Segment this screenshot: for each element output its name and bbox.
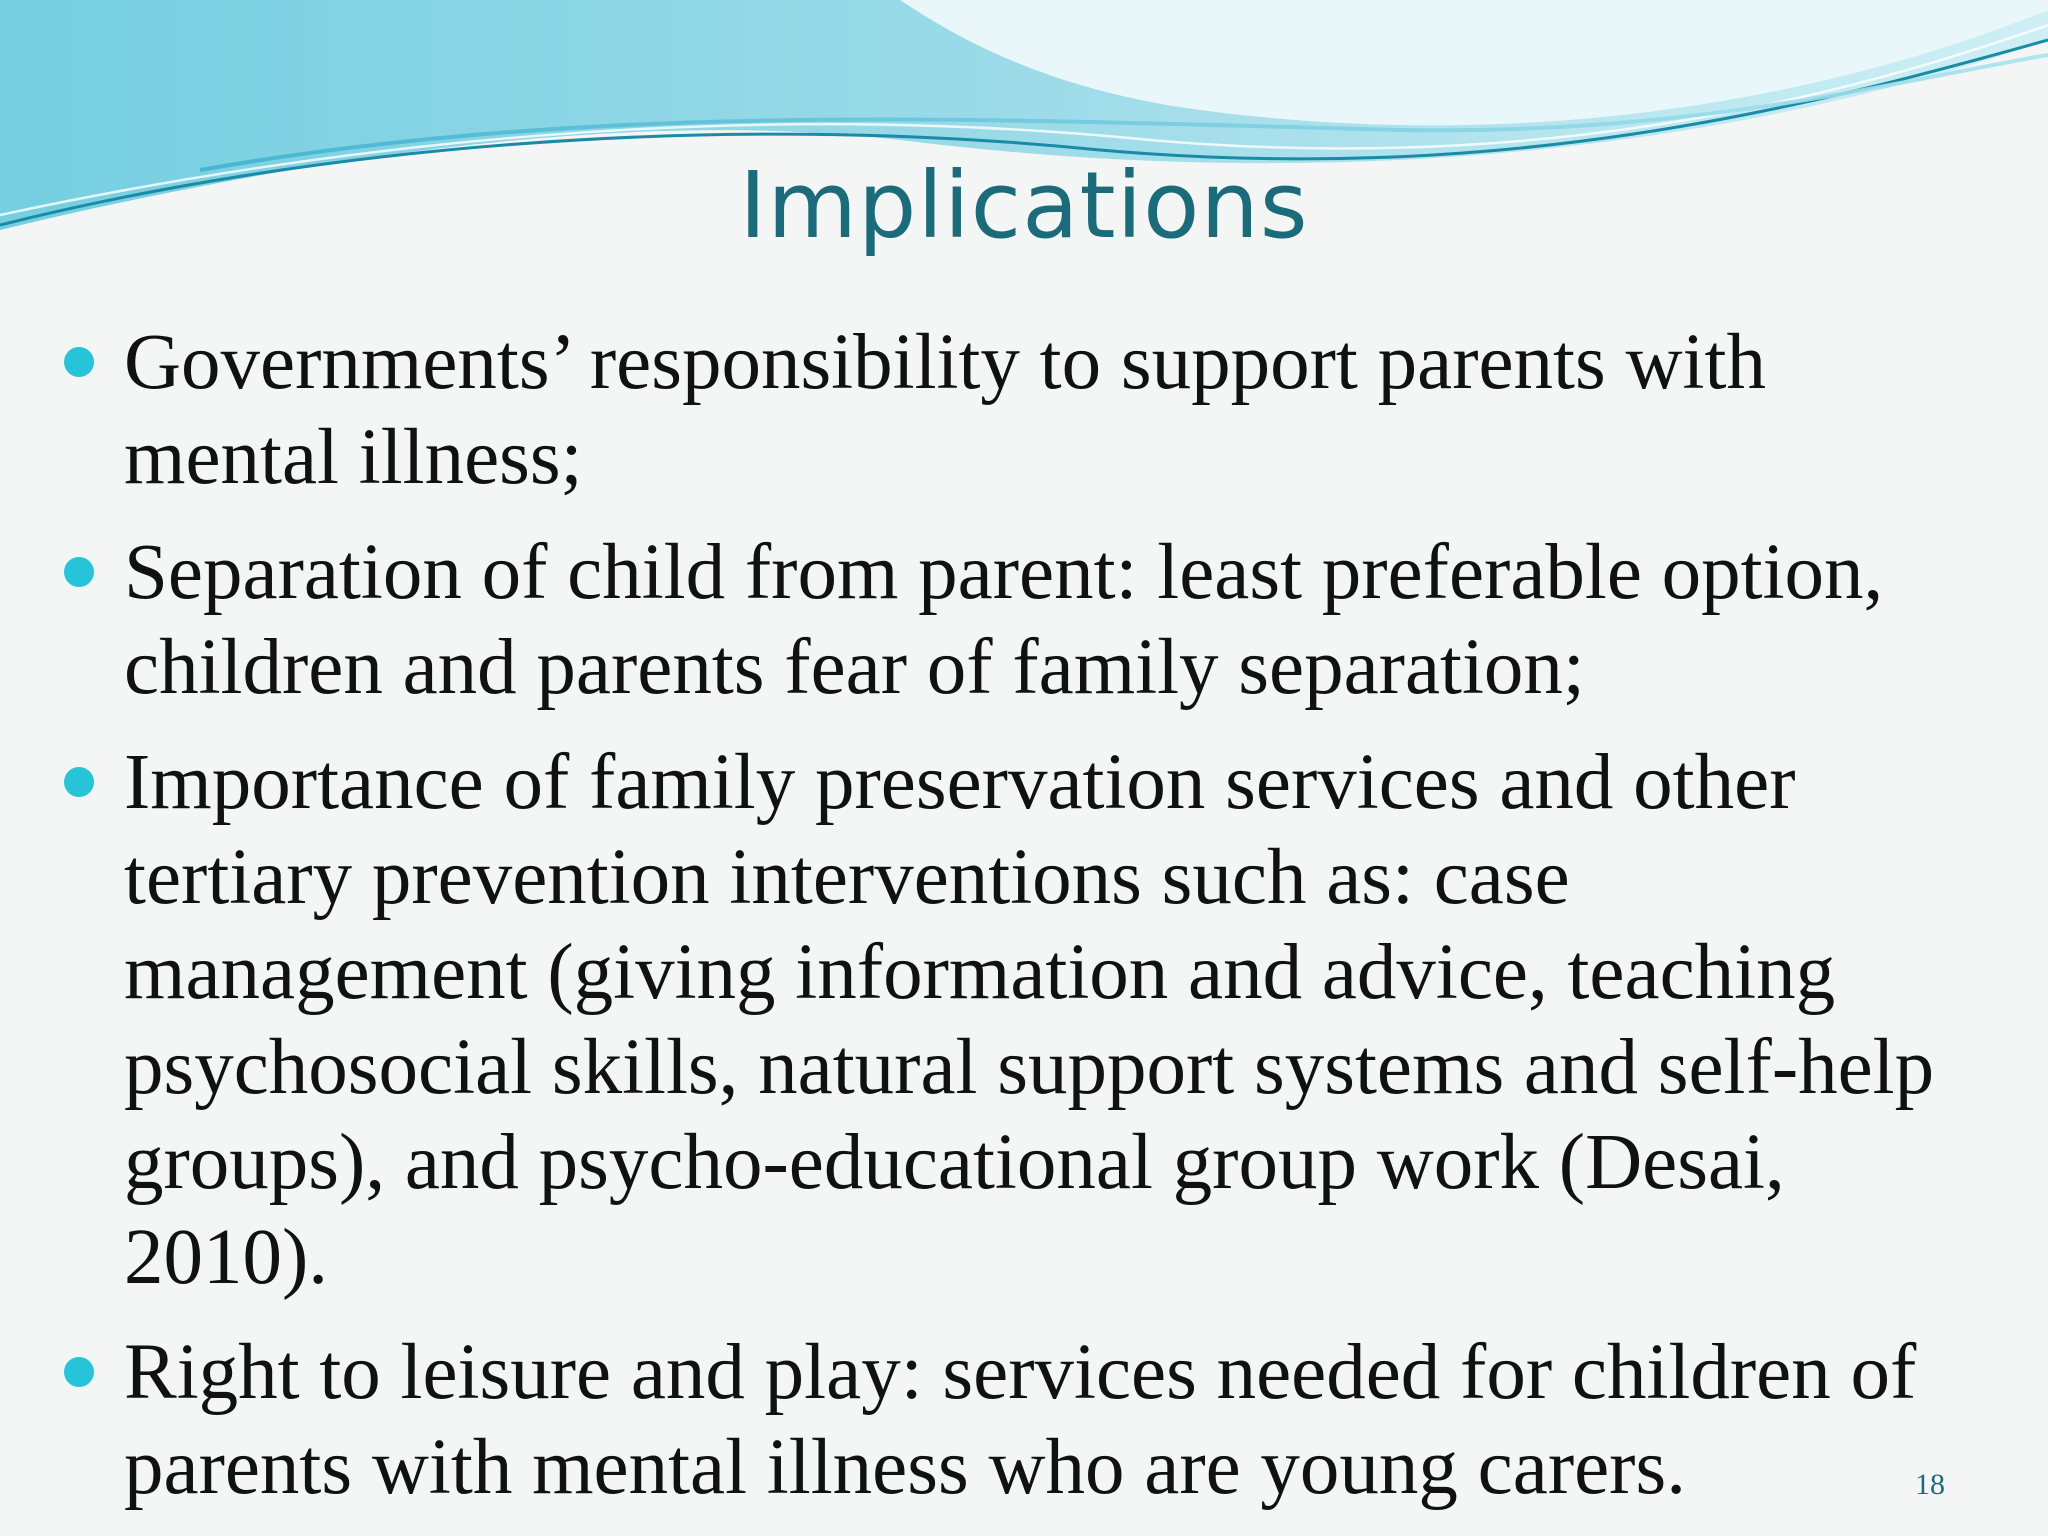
bullet-text: Right to leisure and play: services needed for children of parents with mental illness who are young carers. [124, 1329, 1917, 1511]
bullet-dot-icon [64, 767, 94, 797]
bullet-list [62, 315, 1992, 1535]
bullet-item [62, 525, 1992, 715]
bullet-item [62, 315, 1992, 505]
bullet-item [62, 735, 1992, 1305]
page-number: 18 [1915, 1468, 1945, 1501]
bullet-text: Importance of family preservation services and other tertiary prevention interventions such as: case management (giving information and advice, teaching psychosocial skills, natural support systems and self-help groups), and psycho-educational group work (Desai, 2010). [124, 739, 1935, 1301]
bullet-item [62, 1325, 1992, 1515]
bullet-dot-icon [64, 347, 94, 377]
bullet-dot-icon [64, 1357, 94, 1387]
slide-title: Implications [739, 152, 1309, 259]
bullet-dot-icon [64, 557, 94, 587]
bullet-text: Separation of child from parent: least preferable option, children and parents fear of family separation; [124, 529, 1884, 711]
bullet-text: Governments’ responsibility to support parents with mental illness; [124, 319, 1766, 501]
